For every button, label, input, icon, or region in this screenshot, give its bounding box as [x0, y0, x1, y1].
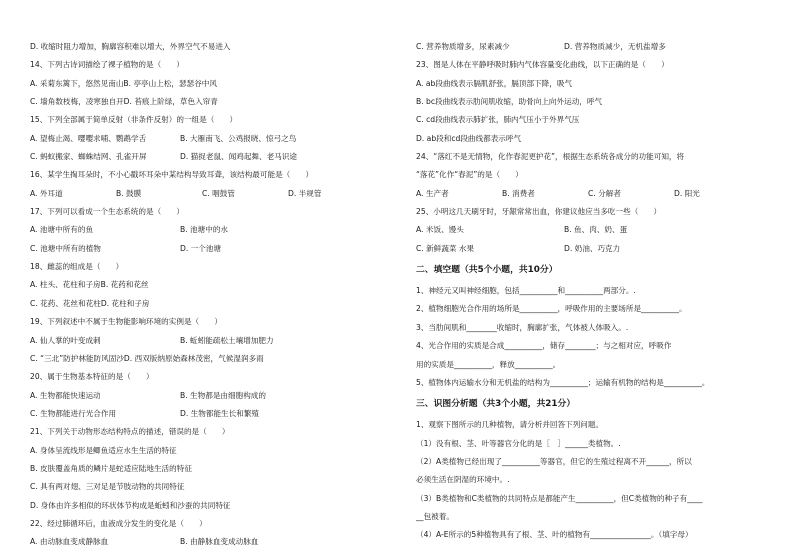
- option-text: D. 半规管: [288, 188, 322, 198]
- option-text: B. 池塘中的水: [180, 225, 229, 235]
- option-text: D. 生物都能生长和繁殖: [180, 408, 260, 418]
- option-pair: [30, 148, 398, 166]
- text-line: A. ab段曲线表示膈肌舒张，膈顶部下降，吸气: [416, 78, 573, 88]
- option-pair: [30, 533, 398, 551]
- text-line: D. ab段和cd段曲线都表示呼气: [416, 133, 522, 143]
- text-line: 3、当肋间肌和________收缩时，胸廓扩张，气体被人体吸入。.: [416, 322, 629, 332]
- text-line: 20、属于生物基本特征的是（ ）: [30, 372, 154, 382]
- text-line: 14、下列古诗词描绘了裸子植物的是（ ）: [30, 60, 184, 70]
- text-line: 19、下列叙述中不属于生物能影响环境的实例是（ ）: [30, 317, 222, 327]
- option-pair: [30, 332, 398, 350]
- option-row: [416, 185, 776, 203]
- option-text: C. 营养物质增多，尿素减少: [416, 42, 510, 51]
- text-line: 1、神经元又叫神经细胞，包括__________和__________两部分。.: [416, 286, 636, 296]
- text-line: 用的实质是__________，释放__________。: [416, 359, 561, 369]
- text-line: C. “三北”防护林能防风固沙D. 西双版纳原始森林茂密，气候湿润多雨: [30, 353, 264, 363]
- text-line: __包被着。: [416, 511, 454, 521]
- option-pair: [416, 221, 776, 239]
- text-line: B. bc段曲线表示肋间肌收缩，助骨向上向外运动，呼气: [416, 97, 603, 107]
- option-pair: [30, 240, 398, 258]
- option-text: A. 生产者: [416, 188, 449, 198]
- option-text: A. 外耳道: [30, 188, 63, 198]
- option-pair: [416, 240, 776, 258]
- option-pair: [416, 38, 776, 56]
- option-text: D. 奶油、巧克力: [564, 243, 621, 253]
- option-text: B. 大雁南飞、公鸡报晓、惊弓之鸟: [180, 133, 297, 143]
- text-line: （1）没有根、茎、叶等器官分化的是［ ］______类植物。.: [416, 438, 621, 448]
- option-text: B. 鼓膜: [116, 188, 142, 198]
- option-pair: [30, 221, 398, 239]
- text-line: C. 墙角数枝梅，凌寒独自开D. 苔痕上阶绿，草色入帘青: [30, 97, 218, 107]
- option-text: A. 池塘中所有的鱼: [30, 225, 94, 235]
- text-line: 17、下列可以看成一个生态系统的是（ ）: [30, 207, 184, 217]
- option-text: B. 生物都是由细胞构成的: [180, 390, 266, 400]
- option-text: C. 生物都能进行光合作用: [30, 408, 117, 418]
- text-line: A. 采菊东篱下，悠然见南山B. 亭亭山上松，瑟瑟谷中风: [30, 78, 217, 88]
- text-line: B. 皮肤覆盖角质的鳞片是蛇适应陆地生活的特征: [30, 463, 192, 473]
- option-text: C. 新鲜蔬菜 水果: [416, 243, 475, 253]
- option-text: D. 一个池塘: [180, 243, 222, 253]
- text-line: 1、观察下图所示的几种植物，请分析并回答下列问题。: [416, 420, 604, 430]
- option-text: C. 分解者: [588, 188, 621, 198]
- text-line: 22、经过肺循环后，血液成分发生的变化是（ ）: [30, 518, 207, 528]
- text-line: 23、图是人体在平静呼吸时肺内气体容量变化曲线，以下正确的是（ ）: [416, 60, 669, 70]
- text-line: （4）A-E所示的5种植物具有了根、茎、叶的植物有________________。（填字母）: [416, 530, 693, 540]
- text-line: D. 身体由许多相似的环状体节构成是蚯蚓和沙蚕的共同特征: [30, 500, 231, 510]
- text-line: D. 收缩时阻力增加，胸廓容积难以增大，外界空气不易进入: [30, 42, 231, 51]
- right-column: [416, 38, 776, 545]
- option-text: D. 营养物质减少，无机盐增多: [564, 42, 666, 51]
- text-line: C. 具有两对翅、三对足是节肢动物的共同特征: [30, 482, 185, 492]
- text-line: （3）B类植物和C类植物的共同特点是都能产生__________，但C类植物的种子有____: [416, 493, 703, 503]
- section-heading: 三、识图分析题（共3个小题，共21分）: [416, 399, 576, 410]
- text-line: C. cd段曲线表示肺扩张，肺内气压小于外界气压: [416, 115, 580, 125]
- left-column: [30, 38, 398, 552]
- option-pair: [30, 387, 398, 405]
- option-text: A. 由动脉血变成静脉血: [30, 537, 109, 547]
- text-line: 2、植物细胞光合作用的场所是__________，呼吸作用的主要场所是__________。: [416, 304, 687, 314]
- option-pair: [30, 130, 398, 148]
- text-line: C. 花药、花丝和花柱D. 花柱和子房: [30, 298, 150, 308]
- text-line: 24、“落红不是无情物，化作春泥更护花”，根据生态系统各成分的功能可知，将: [416, 152, 685, 162]
- option-text: A. 生物都能快速运动: [30, 390, 101, 400]
- text-line: （2）A类植物已经出现了__________等器官，但它的生殖过程离不开______，所以: [416, 456, 692, 466]
- option-text: A. 望梅止渴、嘤嘤求哺、鹦鹉学舌: [30, 133, 147, 143]
- text-line: 15、下列全部属于简单反射（非条件反射）的一组是（ ）: [30, 115, 238, 125]
- text-line: A. 柱头、花柱和子房B. 花药和花丝: [30, 280, 149, 290]
- text-line: 25、小明这几天刷牙时，牙龈常常出血，你建议他应当多吃一些（ ）: [416, 207, 662, 217]
- option-text: A. 仙人掌的叶变成刺: [30, 335, 101, 345]
- option-text: C. 蚂蚁搬家、蜘蛛结网、孔雀开屏: [30, 152, 147, 162]
- option-row: [30, 185, 398, 203]
- text-line: 4、光合作用的实质是合成__________，储存________；与之相对应，呼吸作: [416, 341, 672, 351]
- text-line: 16、某学生掏耳朵时，不小心戳坏耳朵中某结构导致耳聋，该结构最可能是（ ）: [30, 170, 314, 180]
- text-line: 18、雌蕊的组成是（ ）: [30, 262, 124, 272]
- option-text: B. 消费者: [502, 188, 535, 198]
- option-text: A. 米饭、馒头: [416, 225, 464, 235]
- option-text: B. 鱼、肉、奶、蛋: [564, 225, 628, 235]
- option-text: C. 咽鼓管: [202, 188, 235, 198]
- text-line: 21、下列关于动物形态结构特点的描述，错误的是（ ）: [30, 427, 230, 437]
- option-text: C. 池塘中所有的植物: [30, 243, 101, 253]
- section-heading: 二、填空题（共5个小题，共10分）: [416, 265, 558, 276]
- text-line: 必须生活在阴湿的环境中。.: [416, 475, 510, 485]
- option-text: B. 由静脉血变成动脉血: [180, 537, 259, 547]
- option-text: D. 阳光: [674, 188, 700, 198]
- text-line: “落花”化作“春泥”的是（ ）: [416, 170, 523, 180]
- text-line: 5、植物体内运输水分和无机盐的结构为__________；运输有机物的结构是__________。: [416, 377, 710, 387]
- option-text: B. 蚯蚓能疏松土壤增加肥力: [180, 335, 274, 345]
- option-pair: [30, 405, 398, 423]
- option-text: D. 猫捉老鼠、闻鸡起舞、老马识途: [180, 152, 297, 162]
- text-line: A. 身体呈流线形是鲫鱼适应水生生活的特征: [30, 445, 177, 455]
